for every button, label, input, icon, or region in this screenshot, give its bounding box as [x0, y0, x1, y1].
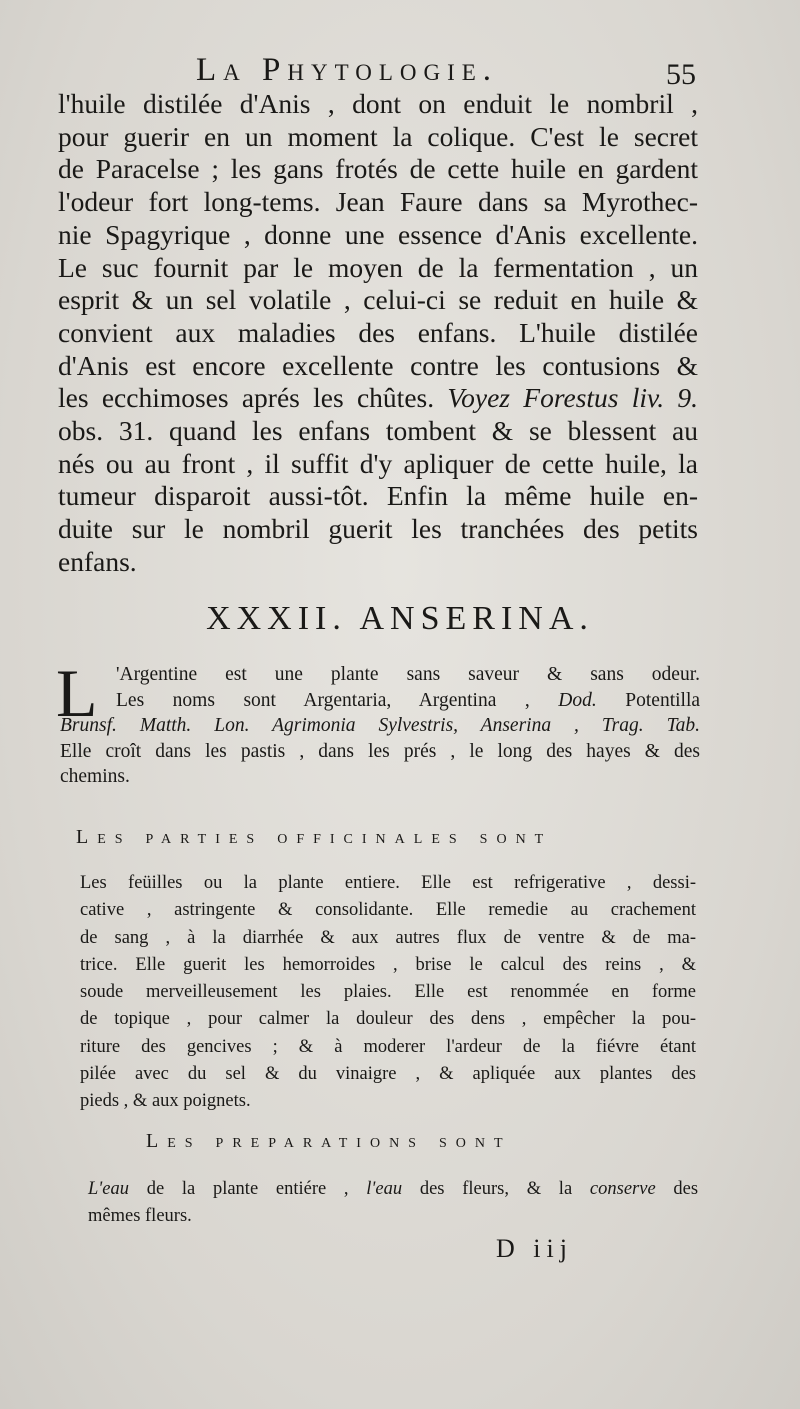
text-line: 'Argentine est une plante sans saveur & sans odeur. — [116, 664, 700, 685]
author-abbreviation: Trag. Tab. — [601, 715, 700, 736]
text-line: enfans. — [58, 545, 137, 577]
text-line: nés ou au front , il suffit d'y apliquer de cette huile, la — [58, 447, 698, 479]
drop-cap: L — [56, 655, 98, 731]
text-line: duite sur le nombril guerit les tranchées des petits — [58, 513, 698, 545]
text-line: d'Anis est encore excellente contre les contusions & — [58, 349, 698, 381]
running-title: La Phytologie. — [196, 52, 499, 88]
text-line: de topique , pour calmer la douleur des dens , empêcher la pou- — [80, 1009, 696, 1030]
paragraph-anserina-intro — [60, 662, 700, 790]
text-segment: conserve — [589, 1179, 656, 1199]
text-line: l'huile distilée d'Anis , dont on enduit le nombril , — [58, 88, 698, 119]
paragraph-officinal-parts — [80, 870, 696, 1116]
text-line: esprit & un sel volatile , celui-ci se reduit en huile & — [58, 284, 698, 316]
text-line — [88, 1176, 698, 1203]
signature-mark: D iij — [496, 1234, 573, 1263]
text-line: Elle croît dans les pastis , dans les prés , le long des hayes & des — [60, 740, 700, 762]
text-line: trice. Elle guerit les hemorroides , brise le calcul des reins , & — [80, 954, 696, 975]
page-number: 55 — [666, 58, 696, 91]
text-segment: Les noms sont Argentaria, Argentina , — [116, 689, 530, 711]
text-line: nie Spagyrique , donne une essence d'Anis excellente. — [58, 218, 698, 250]
text-line: mêmes fleurs. — [88, 1206, 192, 1226]
subheading-officinal-parts: Les parties officinales sont — [76, 826, 553, 848]
text-line: pilée avec du sel & du vinaigre , & apliquée aux plantes des — [80, 1064, 696, 1085]
text-line: tumeur disparoit aussi-tôt. Enfin la même huile en- — [58, 480, 698, 512]
paragraph-preparations — [88, 1176, 698, 1230]
text-line: soude merveilleusement les plaies. Elle est renommée en forme — [80, 982, 696, 1003]
text-line: de Paracelse ; les gans frotés de cette huile en gardent — [58, 153, 698, 185]
text-line: pour guerir en un moment la colique. C'est le secret — [58, 120, 698, 152]
text-line: cative , astringente & consolidante. Elle remedie au crachement — [80, 900, 696, 921]
text-line — [60, 713, 700, 739]
text-line: l'odeur fort long-tems. Jean Faure dans sa Myrothec- — [58, 186, 698, 218]
text-segment: L'eau — [88, 1179, 129, 1199]
text-segment: des — [673, 1179, 699, 1199]
text-line: riture des gencives ; & à moderer l'ardeur de la fiévre étant — [80, 1036, 696, 1057]
text-segment: des fleurs, & la — [419, 1179, 573, 1199]
text-segment: de la plante entiére , — [146, 1179, 349, 1199]
text-line — [60, 688, 700, 714]
text-line: de sang , à la diarrhée & aux autres flux de ventre & de ma- — [80, 927, 696, 948]
author-abbreviation: Dod. — [558, 689, 597, 711]
text-line: Les feüilles ou la plante entiere. Elle est refrigerative , dessi- — [80, 873, 696, 893]
text-segment: Brunsf. Matth. Lon. Agrimonia Sylvestris, Anserina , — [60, 715, 579, 736]
text-segment: Potentilla — [625, 689, 701, 711]
citation-reference: Voyez Forestus liv. 9. — [447, 382, 698, 414]
subheading-preparations: Les preparations sont — [146, 1130, 512, 1152]
text-line: pieds , & aux poignets. — [80, 1091, 251, 1112]
paragraph-anise-continued — [58, 88, 698, 579]
text-segment: les ecchimoses aprés les chûtes. — [58, 382, 435, 414]
text-line — [58, 382, 698, 415]
page-header — [0, 52, 800, 92]
text-line: chemins. — [60, 766, 130, 787]
section-title: XXXII. ANSERINA. — [206, 600, 594, 637]
text-line: Le suc fournit par le moyen de la fermentation , un — [58, 251, 698, 283]
text-segment: l'eau — [366, 1179, 403, 1199]
text-line: obs. 31. quand les enfans tombent & se blessent au — [58, 415, 698, 447]
text-line: convient aux maladies des enfans. L'huile distilée — [58, 316, 698, 348]
